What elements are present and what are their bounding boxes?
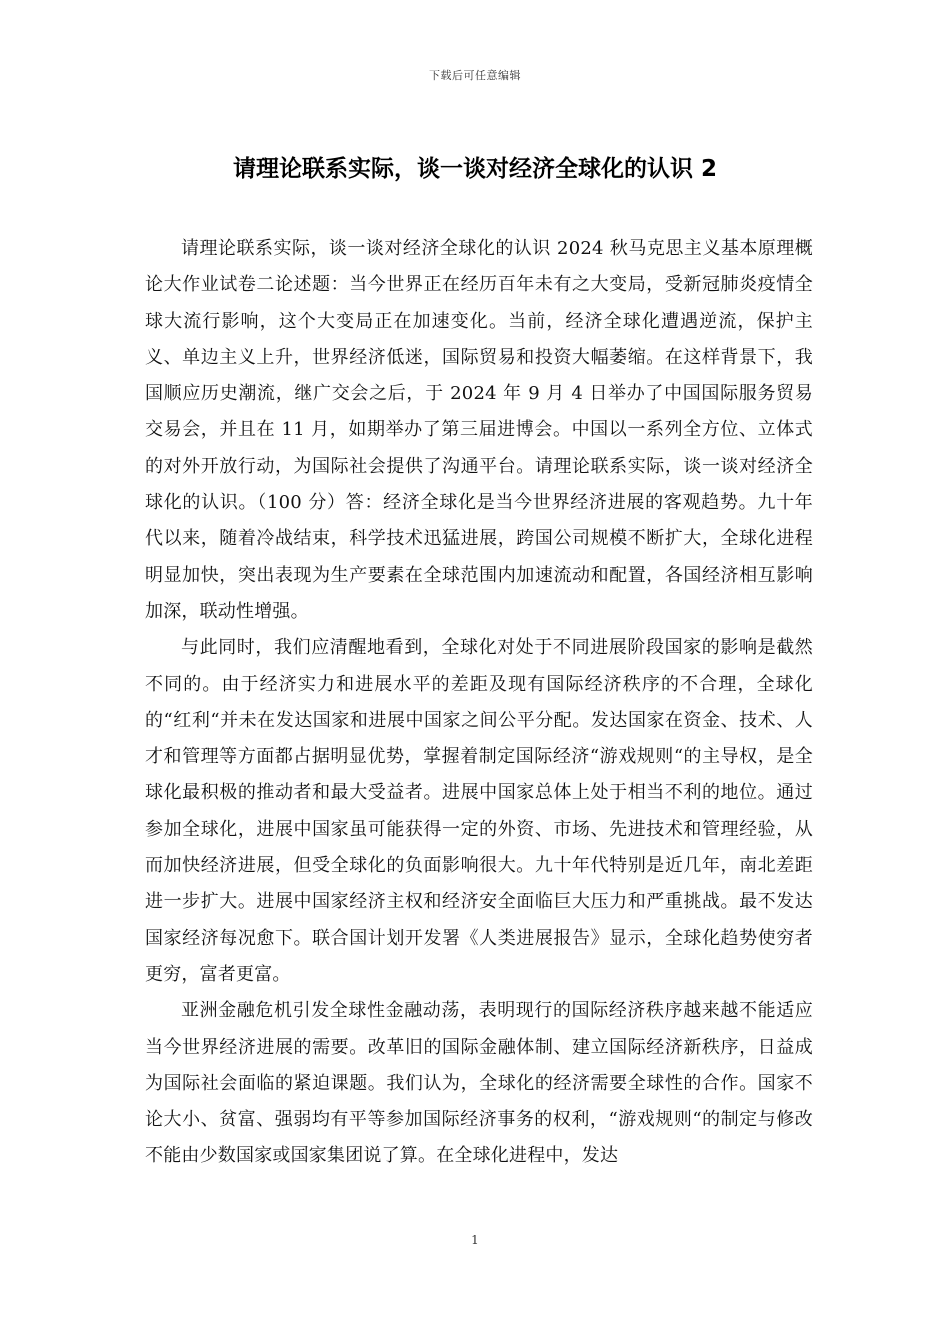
document-body <box>145 231 813 1175</box>
paragraph-1: 请理论联系实际，谈一谈对经济全球化的认识 2024 秋马克思主义基本原理概论大作业试卷二论述题：当今世界正在经历百年未有之大变局，受新冠肺炎疫情全球大流行影响，这个大变局正在加速变化。当前，经济全球化遭遇逆流，保护主义、单边主义上升，世界经济低迷，国际贸易和投资大幅萎缩。在这样背景下，我国顺应历史潮流，继广交会之后，于 2024 年 9 月 4 日举办了中国国际服务贸易交易会，并且在 11 月，如期举办了第三届进博会。中国以一系列全方位、立体式的对外开放行动，为国际社会提供了沟通平台。请理论联系实际，谈一谈对经济全球化的认识。（100 分）答：经济全球化是当今世界经济进展的客观趋势。九十年代以来，随着冷战结束，科学技术迅猛进展，跨国公司规模不断扩大，全球化进程明显加快，突出表现为生产要素在全球范围内加速流动和配置，各国经济相互影响加深，联动性增强。 <box>145 238 813 622</box>
header-note: 下载后可任意编辑 <box>429 69 521 82</box>
paragraph-2: 与此同时，我们应清醒地看到，全球化对处于不同进展阶段国家的影响是截然不同的。由于经济实力和进展水平的差距及现有国际经济秩序的不合理，全球化的“红利“并未在发达国家和进展中国家之间公平分配。发达国家在资金、技术、人才和管理等方面都占据明显优势，掌握着制定国际经济“游戏规则“的主导权，是全球化最积极的推动者和最大受益者。进展中国家总体上处于相当不利的地位。通过参加全球化，进展中国家虽可能获得一定的外资、市场、先进技术和管理经验，从而加快经济进展，但受全球化的负面影响很大。九十年代特别是近几年，南北差距进一步扩大。进展中国家经济主权和经济安全面临巨大压力和严重挑战。最不发达国家经济每况愈下。联合国计划开发署《人类进展报告》显示，全球化趋势使穷者更穷，富者更富。 <box>145 637 813 985</box>
paragraph-3: 亚洲金融危机引发全球性金融动荡，表明现行的国际经济秩序越来越不能适应当今世界经济进展的需要。改革旧的国际金融体制、建立国际经济新秩序，日益成为国际社会面临的紧迫课题。我们认为，全球化的经济需要全球性的合作。国家不论大小、贫富、强弱均有平等参加国际经济事务的权利，“游戏规则“的制定与修改不能由少数国家或国家集团说了算。在全球化进程中，发达 <box>145 1000 813 1167</box>
document-title: 请理论联系实际，谈一谈对经济全球化的认识 2 <box>232 156 717 182</box>
page-number: 1 <box>471 1233 479 1247</box>
